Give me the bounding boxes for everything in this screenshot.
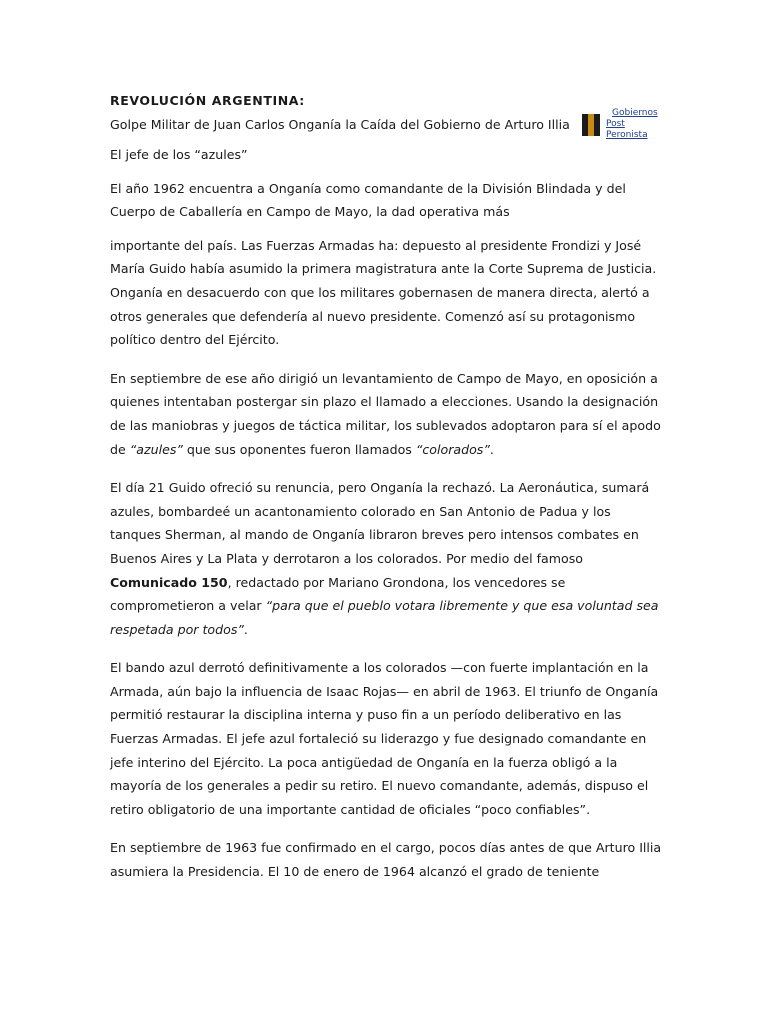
related-link-line-1[interactable]: Gobiernos [612,108,658,118]
paragraph-6: En septiembre de 1963 fue confirmado en el cargo, pocos días antes de que Arturo Illia asumiera la Presidencia. El 10 de enero de 1964 alcanzó el grado de teniente [110,840,662,880]
paragraph-4 [110,476,662,641]
paragraph-3-colorados: “colorados” [415,441,490,457]
article-heading: REVOLUCIÓN ARGENTINA: [110,93,305,108]
paragraph-1: El año 1962 encuentra a Onganía como comandante de la División Blindada y del Cuerpo de Caballería en Campo de Mayo, la dad operativa más [110,180,626,220]
paragraph-3 [110,367,662,461]
paragraph-3-text-c: que sus oponentes fueron llamados [182,441,416,457]
paragraph-5: El bando azul derrotó definitivamente a los colorados —con fuerte implantación en la Armada, aún bajo la influencia de Isaac Rojas— en abril de 1963. El triunfo de Onganía permitió restaurar la disciplina interna y puso fin a un período deliberativo en las Fuerzas Armadas. El jefe azul fortaleció su liderazgo y fue designado comandante en jefe interino del Ejército. La poca antigüedad de Onganía en la fuerza obligó a la mayoría de los generales a pedir su retiro. El nuevo comandante, además, dispuso el retiro obligatorio de una importante cantidad de oficiales “poco confiables”. [110,660,659,817]
paragraph-2: importante del país. Las Fuerzas Armadas ha: depuesto al presidente Frondizi y José María Guido había asumido la primera magistratura ante la Corte Suprema de Justicia. Onganía en desacuerdo con que los militares gobernasen de manera directa, alertó a otros generales que defendería al nuevo presidente. Comenzó así su protagonismo político dentro del Ejército. [110,237,657,348]
paragraph-3-text-e: . [489,441,494,457]
related-link-line-2[interactable]: Post [606,119,625,129]
paragraph-4-comunicado: Comunicado 150 [110,574,228,590]
article-subtitle: Golpe Militar de Juan Carlos Onganía la Caída del Gobierno de Arturo Illia [110,117,570,132]
paragraph-4-quote: “para que el pueblo votara libremente y que esa voluntad sea respetada por todos” [110,598,659,637]
paragraph-4-text-e: . [243,621,248,637]
related-link-line-3[interactable]: Peronista [606,130,648,140]
section-title: El jefe de los “azules” [110,147,248,162]
article [110,92,662,899]
paragraph-4-text-a: El día 21 Guido ofreció su renuncia, pero Onganía la rechazó. La Aeronáutica, sumará azules, bombardeé un acantonamiento colorado en San Antonio de Padua y los tanques Sherman, al mando de Onganía libraron breves pero intensos combates en Buenos Aires y La Plata y derrotaron a los colorados. Por medio del famoso [110,480,650,566]
paragraph-4-text-c: , redactado por Mariano Grondona, los vencedores se comprometieron a velar [110,574,566,614]
paragraph-3-text-a: En septiembre de ese año dirigió un levantamiento de Campo de Mayo, en oposición a quienes intentaban postergar sin plazo el llamado a elecciones. Usando la designación de las maniobras y juegos de táctica militar, los sublevados adoptaron para sí el apodo de [110,370,661,457]
paragraph-3-azules: “azules” [129,441,183,457]
